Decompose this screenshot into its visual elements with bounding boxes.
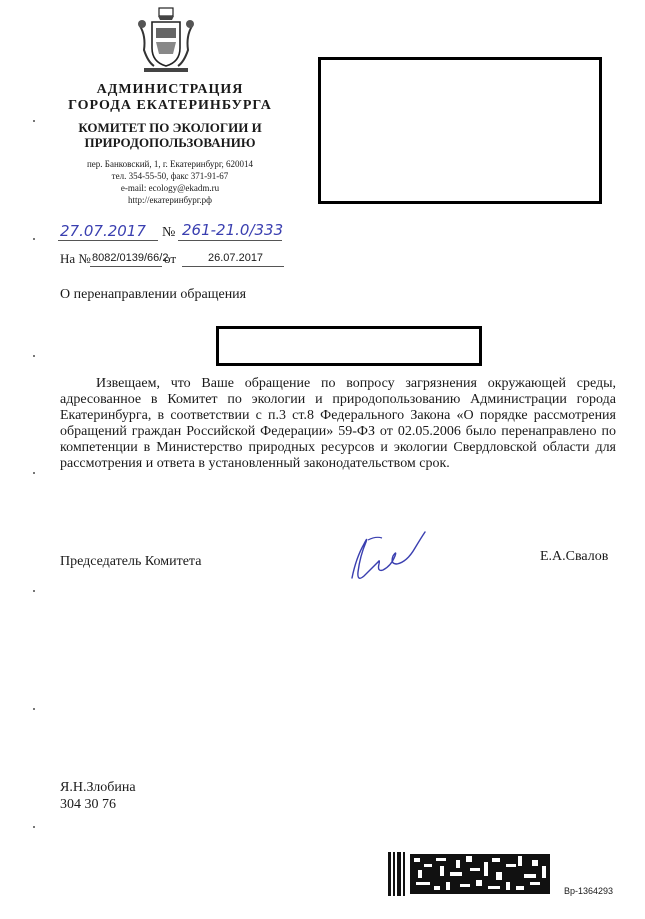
- org-address: пер. Банковский, 1, г. Екатеринбург, 620014: [86, 159, 254, 169]
- margin-dot: [33, 355, 35, 357]
- number-underline: [178, 240, 282, 241]
- margin-dot: [33, 120, 35, 122]
- letter-subject: О перенаправлении обращения: [60, 287, 247, 302]
- handwritten-signature: [338, 520, 438, 590]
- redacted-recipient-name: [216, 326, 482, 366]
- signatory-role: Председатель Комитета: [60, 554, 202, 569]
- reference-date-label: от: [164, 251, 177, 266]
- committee-name-line1: КОМИТЕТ ПО ЭКОЛОГИИ И: [78, 120, 262, 135]
- executor-phone: 304 30 76: [60, 797, 116, 812]
- redacted-recipient-address: [318, 57, 602, 204]
- reference-number-value: 8082/0139/66/2: [92, 252, 169, 264]
- margin-dot: [33, 590, 35, 592]
- outgoing-number-handwritten: 261-21.0/333: [182, 221, 284, 239]
- ref-date-underline: [182, 266, 284, 267]
- org-website: http://екатеринбург.рф: [127, 195, 213, 205]
- number-sign-label: №: [162, 225, 176, 240]
- org-email: e-mail: ecology@ekadm.ru: [120, 183, 220, 193]
- signatory-name: Е.А.Свалов: [540, 549, 609, 564]
- margin-dot: [33, 826, 35, 828]
- margin-dot: [33, 238, 35, 240]
- org-name-line1: АДМИНИСТРАЦИЯ: [96, 82, 244, 97]
- letter-body: Извещаем, что Ваше обращение по вопросу загрязнения окружающей среды, адресованное в Комитет по экологии и природопользованию Администрации города Екатеринбурга, в соответствии с п.3 ст.8 Федерального Закона «О порядке рассмотрения обращений граждан Российской Федерации» 59-ФЗ от 02.05.2006 было перенаправлено по компетенции в Министерство природных ресурсов и экологии Свердловской области для рассмотрения и ответа в установленный законодательством срок.: [60, 376, 616, 471]
- org-phone: тел. 354-55-50, факс 371-91-67: [111, 171, 229, 181]
- document-barcode: [388, 852, 556, 896]
- barcode-id: Вр-1364293: [564, 886, 614, 896]
- date-underline: [58, 240, 158, 241]
- margin-dot: [33, 472, 35, 474]
- org-name-line2: ГОРОДА ЕКАТЕРИНБУРГА: [68, 98, 272, 113]
- reference-number-label: На №: [60, 251, 91, 266]
- ref-number-underline: [90, 266, 162, 267]
- committee-name-line2: ПРИРОДОПОЛЬЗОВАНИЮ: [84, 135, 256, 150]
- executor-name: Я.Н.Злобина: [60, 780, 136, 795]
- outgoing-date-handwritten: 27.07.2017: [60, 222, 146, 240]
- reference-date-value: 26.07.2017: [208, 252, 264, 264]
- margin-dot: [33, 708, 35, 710]
- coat-of-arms-emblem: [134, 6, 198, 74]
